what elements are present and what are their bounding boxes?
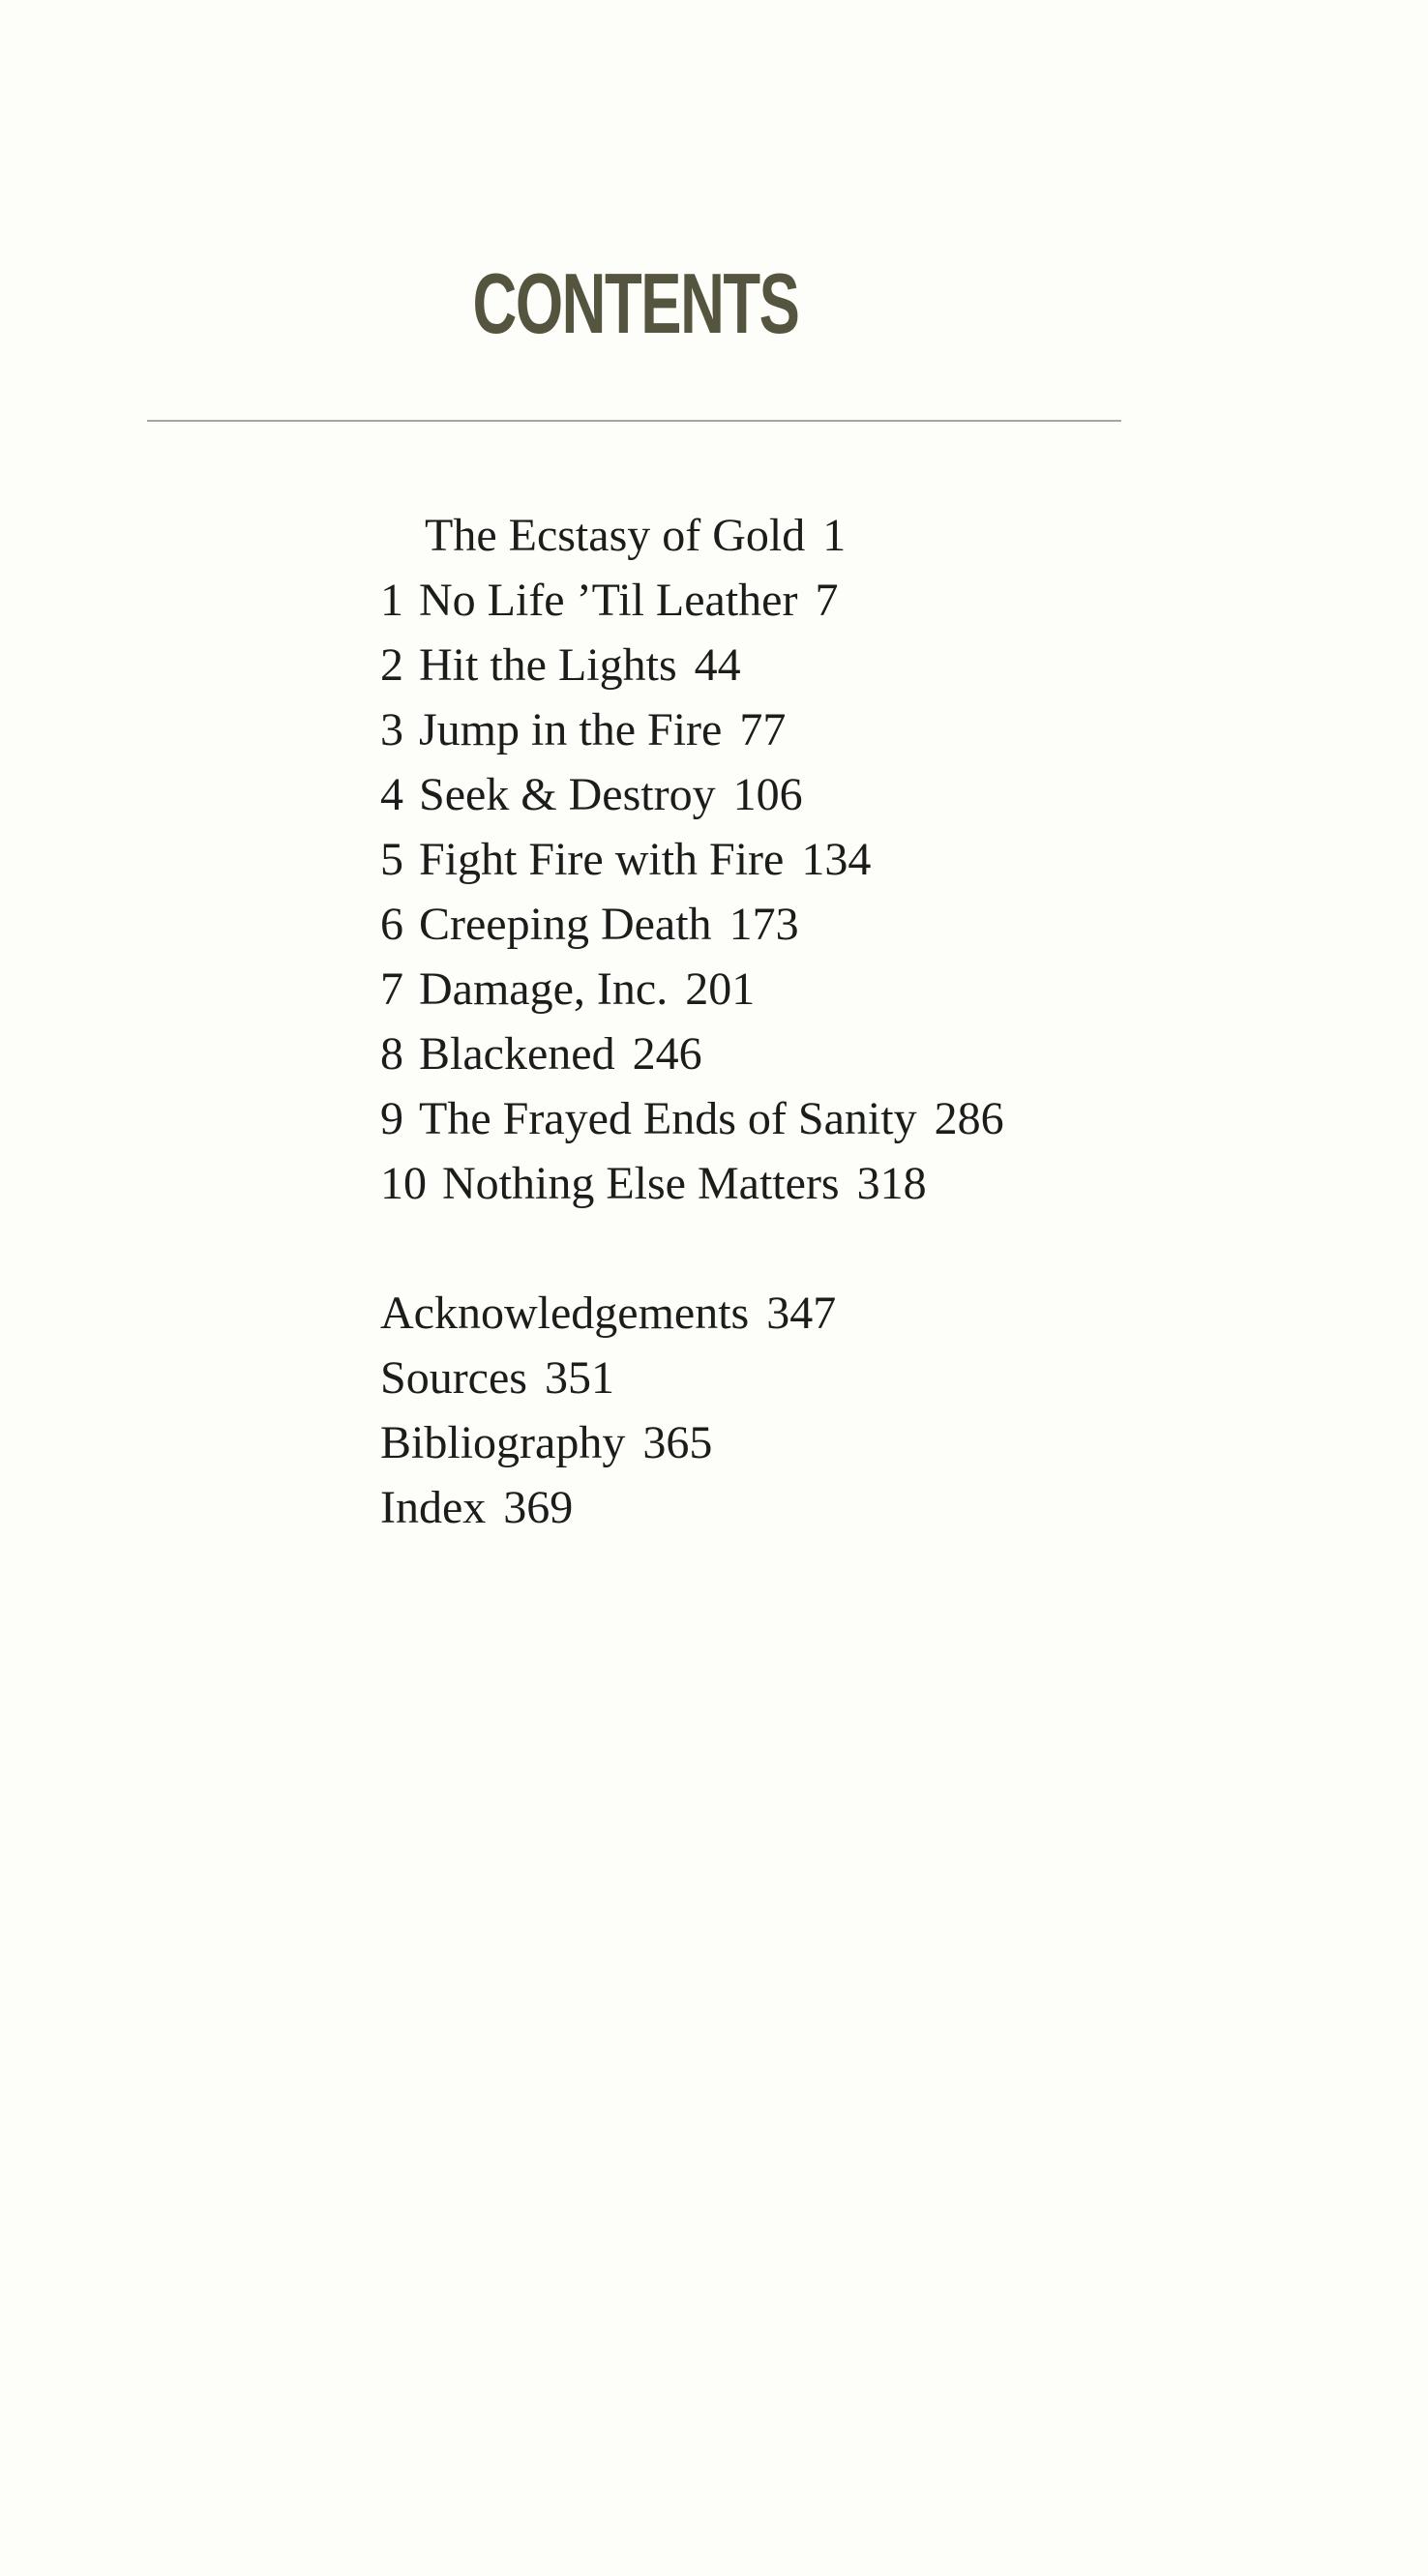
toc-entry-page: 246 [632, 1028, 702, 1080]
toc-entry-title: Bibliography [380, 1417, 626, 1468]
toc-entry-page: 318 [856, 1158, 927, 1209]
toc-entry-chapter [380, 827, 1004, 892]
toc-entry-number: 9 [380, 1093, 403, 1144]
toc-entry-chapter [380, 762, 1004, 827]
toc-entry-number: 2 [380, 639, 403, 691]
toc-entry-page: 201 [685, 963, 756, 1015]
toc-entry-prologue [380, 503, 1004, 568]
toc-entry-page: 369 [503, 1482, 574, 1533]
toc-entry-title: Index [380, 1482, 487, 1533]
toc-entry-chapter [380, 957, 1004, 1022]
toc-entry-chapter [380, 1151, 1004, 1216]
toc-entry-title: Sources [380, 1352, 527, 1404]
toc-entry-title: Blackened [419, 1028, 615, 1080]
toc-entry-chapter [380, 568, 1004, 633]
toc-entry-title: Jump in the Fire [419, 704, 723, 755]
toc-entry-page: 7 [815, 575, 839, 626]
toc-entry-number: 5 [380, 834, 403, 885]
toc-entry-page: 351 [544, 1352, 614, 1404]
section-spacer [380, 1216, 1004, 1281]
toc-entry-chapter [380, 633, 1004, 697]
toc-entry-number: 3 [380, 704, 403, 755]
toc-entry-chapter [380, 697, 1004, 762]
toc-entry-chapter [380, 1086, 1004, 1151]
toc-entry-number: 4 [380, 769, 403, 820]
toc-entry-title: Nothing Else Matters [442, 1158, 840, 1209]
toc-entry-page: 106 [732, 769, 803, 820]
toc-entry-page: 173 [729, 899, 799, 950]
toc-entry-title: No Life ’Til Leather [419, 575, 798, 626]
toc-entry-title: The Frayed Ends of Sanity [419, 1093, 917, 1144]
toc-entry-title: Damage, Inc. [419, 963, 669, 1015]
toc-entry-back-matter [380, 1475, 1004, 1540]
toc-entry-chapter [380, 1022, 1004, 1086]
toc-entry-number: 1 [380, 575, 403, 626]
toc-entry-title: Seek & Destroy [419, 769, 716, 820]
toc-entry-number: 8 [380, 1028, 403, 1080]
toc-entry-back-matter [380, 1346, 1004, 1410]
page-title: CONTENTS [472, 255, 799, 351]
title-divider [147, 420, 1121, 422]
toc-entry-page: 134 [801, 834, 872, 885]
toc-entry-title: Hit the Lights [419, 639, 677, 691]
toc-entry-number: 7 [380, 963, 403, 1015]
toc-entry-number: 10 [380, 1158, 427, 1209]
toc-entry-page: 44 [694, 639, 741, 691]
toc-entry-title: Creeping Death [419, 899, 712, 950]
toc-entry-number: 6 [380, 899, 403, 950]
toc-entry-title: Fight Fire with Fire [419, 834, 785, 885]
toc-entry-title: The Ecstasy of Gold [425, 510, 806, 561]
toc-entry-chapter [380, 892, 1004, 957]
toc-entry-title: Acknowledgements [380, 1288, 750, 1339]
toc-entry-page: 77 [739, 704, 787, 755]
toc-entry-back-matter [380, 1410, 1004, 1475]
toc-entry-page: 1 [822, 510, 847, 561]
toc-entry-back-matter [380, 1281, 1004, 1346]
toc-entry-page: 365 [642, 1417, 713, 1468]
toc-entry-page: 286 [934, 1093, 1004, 1144]
table-of-contents [380, 503, 1004, 1540]
toc-entry-page: 347 [766, 1288, 837, 1339]
